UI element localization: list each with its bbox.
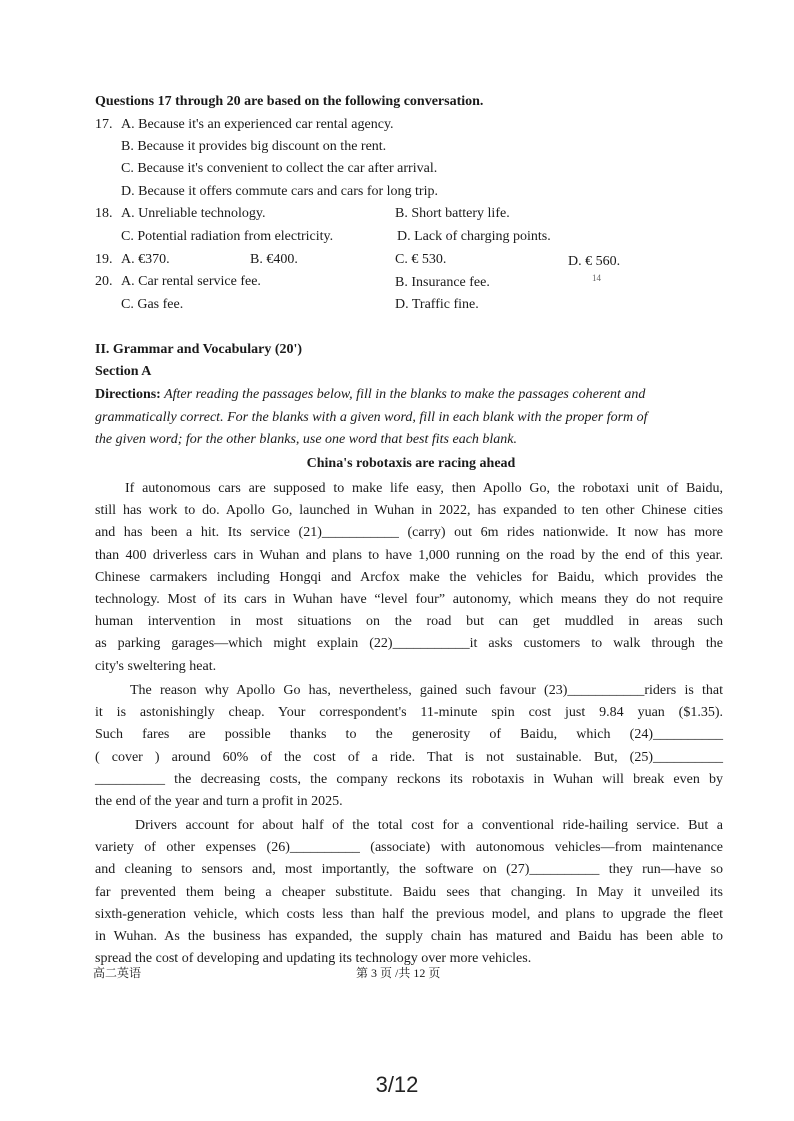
paragraph-2-line: Such fares are possible thanks to the generosity of Baidu, which (24)__________: [95, 727, 723, 743]
directions-line-2: grammatically correct. For the blanks with a given word, fill in each blank with the proper form of: [95, 410, 648, 425]
paragraph-2-line: __________ the decreasing costs, the company reckons its robotaxis in Wuhan will break even by: [95, 771, 723, 787]
paragraph-1-line: technology. Most of its cars in Wuhan have “level four” autonomy, which means they do not require: [95, 591, 723, 607]
paragraph-1: [95, 478, 723, 678]
paragraph-3-line: far prevented them being a cheaper substitute. Baidu sees that changing. In May it unveiled its: [95, 884, 723, 900]
paragraph-1-line: as parking garages—which might explain (22)___________it asks customers to walk through the: [95, 636, 723, 652]
paragraph-3-line: in Wuhan. As the business has expanded, the supply chain has matured and Baidu has been able to: [95, 928, 723, 944]
question-19-option-d: D. € 560.: [568, 254, 621, 269]
question-20-option-d: D. Traffic fine.: [395, 297, 479, 312]
question-17-number: 17.: [95, 117, 113, 132]
question-19-option-b: B. €400.: [250, 252, 298, 267]
question-17-option-c: C. Because it's convenient to collect the car after arrival.: [121, 161, 438, 176]
paragraph-2-line: it is astonishingly cheap. Your correspondent's 11-minute spin cost just 9.84 yuan ($1.35).: [95, 705, 723, 721]
directions-text-1: After reading the passages below, fill in the blanks to make the passages coherent and: [160, 387, 646, 402]
paragraph-1-line: human intervention in most situations on the road but can get muddled in areas such: [95, 614, 723, 630]
directions-line-3: the given word; for the other blanks, use one word that best fits each blank.: [95, 432, 518, 447]
footer-subject: 高二英语: [93, 966, 142, 980]
paragraph-1-line: and has been a hit. Its service (21)___________ (carry) out 6m rides nationwide. It now has more: [95, 525, 723, 541]
question-19-option-c: C. € 530.: [395, 252, 447, 267]
question-20-option-a: A. Car rental service fee.: [121, 274, 261, 289]
question-18-option-c: C. Potential radiation from electricity.: [121, 229, 334, 244]
paragraph-2: [95, 680, 723, 813]
part-heading: II. Grammar and Vocabulary (20'): [95, 342, 303, 357]
section-heading: Section A: [95, 364, 152, 379]
question-17-option-a: A. Because it's an experienced car rental agency.: [121, 117, 394, 132]
directions-label: Directions:: [95, 387, 161, 402]
question-17-option-d: D. Because it offers commute cars and cars for long trip.: [121, 184, 438, 199]
paragraph-3-line: Drivers account for about half of the total cost for a conventional ride-hailing service. But a: [135, 818, 723, 833]
paragraph-3-line: and cleaning to sensors and, most importantly, the software on (27)__________ they run—have so: [95, 862, 723, 878]
paragraph-3-line: variety of other expenses (26)__________ (associate) with autonomous vehicles—from maintenance: [95, 840, 723, 856]
paragraph-3: [95, 815, 723, 970]
handwritten-margin-mark: 14: [592, 273, 601, 283]
paragraph-1-line: city's sweltering heat.: [95, 658, 217, 674]
paragraph-2-line: ( cover ) around 60% of the cost of a ride. That is not sustainable. But, (25)__________: [95, 749, 723, 765]
passage-title: [0, 456, 794, 472]
paragraph-1-line: Chinese carmakers including Hongqi and Arcfox make the vehicles for Baidu, which provides the: [95, 569, 723, 585]
question-20-option-b: B. Insurance fee.: [395, 275, 490, 290]
passage-title-text: China's robotaxis are racing ahead: [306, 456, 516, 471]
question-20-number: 20.: [95, 274, 113, 289]
page-indicator: 3/12: [375, 1072, 419, 1097]
paragraph-3-line: spread the cost of developing and updating its technology over more vehicles.: [95, 951, 532, 967]
question-18-option-d: D. Lack of charging points.: [397, 229, 551, 244]
paragraph-1-line: than 400 driverless cars in Wuhan and plans to have 1,000 running on the road by the end of this year.: [95, 547, 723, 563]
paragraph-2-line: the end of the year and turn a profit in 2025.: [95, 793, 343, 809]
footer-page-info: 第 3 页 /共 12 页: [356, 966, 441, 980]
question-18-number: 18.: [95, 206, 113, 221]
question-19-number: 19.: [95, 252, 113, 267]
questions-heading: Questions 17 through 20 are based on the following conversation.: [95, 94, 484, 109]
question-18-option-a: A. Unreliable technology.: [121, 206, 266, 221]
question-20-option-c: C. Gas fee.: [121, 297, 184, 312]
question-18-option-b: B. Short battery life.: [395, 206, 510, 221]
paragraph-3-line: sixth-generation vehicle, which costs less than half the previous model, and plans to upgrade the fleet: [95, 906, 723, 922]
paragraph-2-line: The reason why Apollo Go has, nevertheless, gained such favour (23)___________riders is that: [130, 683, 723, 698]
question-17-option-b: B. Because it provides big discount on the rent.: [121, 139, 387, 154]
question-19-option-a: A. €370.: [121, 252, 170, 267]
paragraph-1-line: still has work to do. Apollo Go, launched in Wuhan in 2022, has expanded to ten other Chinese cities: [95, 503, 723, 519]
paragraph-1-line: If autonomous cars are supposed to make life easy, then Apollo Go, the robotaxi unit of Baidu,: [125, 481, 723, 496]
directions-line-1: [95, 387, 645, 403]
